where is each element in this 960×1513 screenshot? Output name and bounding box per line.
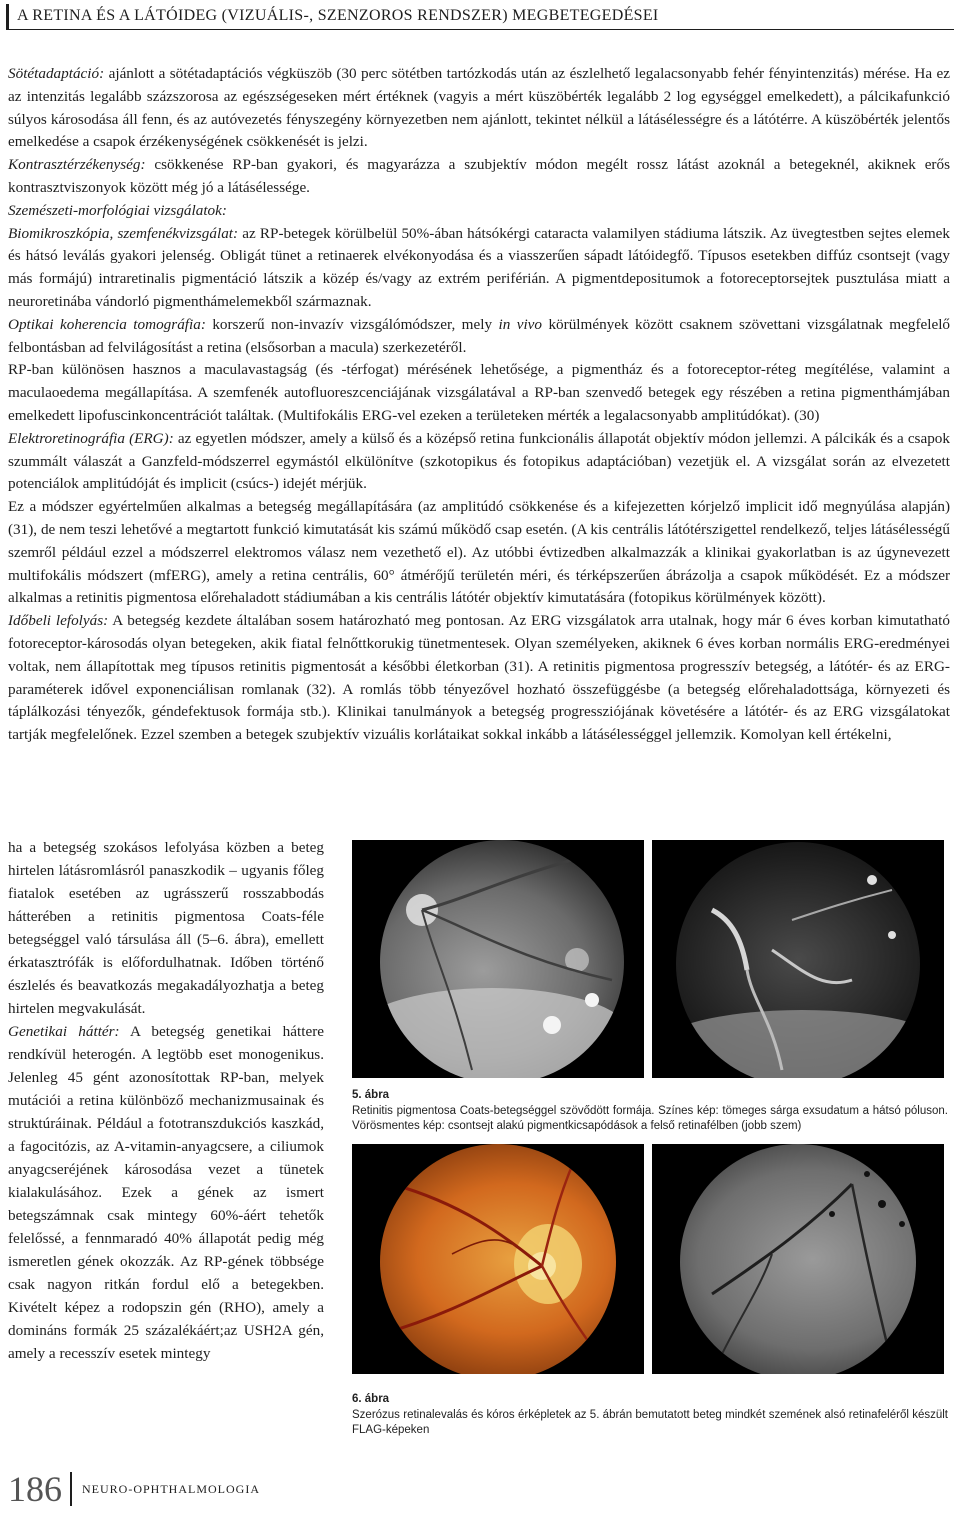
text-oct-a: korszerű non-invazív vizsgálómódszer, mely [205, 315, 499, 333]
text-oct-b: körülmények között csaknem szövettani vizsgálatnak megfelelő felbontásban ad felvilágosítást a retina (elsősorban a macula) szerkezetéről. [8, 315, 951, 356]
text-biomicroscopy: az RP-betegek körülbelül 50%-ában hátsókérgi cataracta valamilyen stádiuma látszik. Az üvegtestben sejtes elemek és hátsó leválás gyakori jelenség. Obligát tünet a retinaerek elvékonyodása és a viasszerűen sápadt látóidegfő. Típusos esetekben diffúz csontsejt (vagy más formájú) intraretinalis pigmentáció látszik a közép és/vagy az extrém periférián. A pigmentdepositumok a fotoreceptorsejtek pusztulása miatt a neuroretinába vándorló pigmenthámelemekből származnak. [8, 224, 950, 310]
figure-6-caption [352, 1392, 948, 1439]
text-in-vivo: in vivo [498, 315, 543, 333]
text-erg: az egyetlen módszer, amely a külső és a középső retina funkcionális állapotát objektív módon jellemzi. A pálcikák és a csapok szummált válaszát a Ganzfeld-módszerrel egymástól elkülönítve (szkotopikus és fotopikus adaptációban) vezetjük el. A vizsgálat során az elvezetett potenciálok amplitúdóját és implicit (csúcs-) idejét mérjük. [8, 429, 950, 493]
figure-5-caption-text: Retinitis pigmentosa Coats-betegséggel szövődött formája. Színes kép: tömeges sárga exsudatum a hátsó póluson. Vörösmentes kép: csontsejt alakú pigmentkicsapódások a felső retinafélben (jobb szem) [352, 1104, 948, 1132]
paragraph-oct [8, 314, 950, 360]
paragraph-course [8, 610, 950, 747]
label-contrast: Kontrasztérzékenység: [8, 156, 146, 174]
paragraph-biomicroscopy [8, 223, 950, 314]
figure-5-caption [352, 1088, 948, 1135]
figure-6-fundus-color [352, 1144, 644, 1374]
page-footer [8, 1468, 260, 1510]
footer-divider [70, 1472, 72, 1506]
figure-6-images [352, 1144, 948, 1374]
main-text [8, 63, 950, 747]
paragraph-macula: RP-ban különösen hasznos a maculavastagság (és -térfogat) mérésének lehetősége, a pigmentház és a fotoreceptor-réteg megítélése, valamint a maculaoedema megállapítása. A szemfenék autofluoreszcenciájának vizsgálatával a RP-ban szenvedő betegek egy részében a retina pigmenthámjában emelkedett lipofuscinkoncentrációt találtak. (Multifokális ERG-vel ezeken a területeken mérték a legalacsonyabb amplitúdókat). (30) [8, 361, 950, 424]
journal-name: NEURO-OPHTHALMOLOGIA [82, 1481, 260, 1496]
label-dark-adaptation: Sötétadaptáció: [8, 65, 105, 82]
label-biomicroscopy: Biomikroszkópia, szemfenékvizsgálat: [8, 224, 239, 242]
figure-6-caption-text: Szerózus retinalevalás és kóros érképletek az 5. ábrán bemutatott beteg mindkét szemének alsó retinafeléről készült FLAG-képeken [352, 1408, 948, 1436]
text-course: A betegség kezdete általában sosem határozható meg pontosan. Az ERG vizsgálatok arra utalnak, hogy már 6 éves korban kimutatható fotoreceptor-károsodás olyan betegeken, akik fiatal felnőttkorukig tünetmentesek. Olyan személyeken, akiknek 6 éves korban normális ERG-eredményei voltak, nem állapítottak meg típusos retinitis pigmentosát a későbbi életkorban (31). A retinitis pigmentosa progresszív betegség, a látótér- és az ERG-paraméterek idővel exponenciálisan romlanak (32). A romlás több tényezővel hozható összefüggésbe (a betegség előrehaladottsága, környezeti és táplálkozási tényezők, géndefektusok formája stb.). Klinikai tanulmányok a betegség progressziójának követésére a látótér- és az ERG vizsgálatokat tartják megfelelőnek. Ezzel szemben a betegek szubjektív vizuális korlátaikat sokkal inkább a látásélességgel jellemzik. Komolyan kell értékelni, [8, 612, 950, 744]
text-genetics: A betegség genetikai háttere rendkívül heterogén. A legtöbb eset monogenikus. Jelenleg 45 gént azonosítottak RP-ban, melyek mutációi a retina különböző mechanizmusainak és struktúráinak. Például a fototranszdukciós kaszkád, a fagocitózis, az A-vitamin-anyagcsere, a ciliumok anyagcseréjének károsodása vezet a tünetek kialakulásához. Ezek a gének az ismert betegszámnak csak mintegy 60%-áért tehetők felelőssé, a fennmaradó 40% állapotát pedig még ismeretlen gének okozzák. Az RP-gének többsége csak nagyon ritkán fordul elő a betegekben. Kivételt képez a rodopszin gén (RHO), amely a domináns formák 25 százalékáért;az USH2A gén, amely a recesszív esetek mintegy [8, 1023, 325, 1362]
left-column [8, 836, 324, 1365]
two-column-section [8, 836, 950, 1448]
section-heading-morphology [8, 200, 950, 223]
paragraph-contrast [8, 154, 950, 200]
text-dark-adaptation: ajánlott a sötétadaptációs végküszöb (30 perc sötétben tartózkodás után az észlelhető legalacsonyabb fehér fényintenzitás) mérése. Ha ez az intenzitás legalább százszorosa az egészségeseken mért értéknek (vagyis a mért küszöbérték legalább 2 log egységgel emelkedett), a pálcikafunkció súlyos károsodása áll fenn, és az autóvezetés fényszegény környezetben nem ajánlott, tekintet nélkül a látásélességre és a látótérre. A küszöbérték jelentős emelkedése a csapok érzékenységének csökkenését is jelzi. [8, 65, 950, 151]
paragraph-genetics [8, 1020, 324, 1365]
figure-5-number: 5. ábra [352, 1089, 390, 1101]
label-oct: Optikai koherencia tomográfia: [8, 315, 206, 333]
figures-column [352, 840, 948, 1448]
figure-5-fundus-left [352, 840, 644, 1078]
label-morphology: Szemészeti-morfológiai vizsgálatok: [8, 201, 227, 219]
paragraph-mferg: Ez a módszer egyértelműen alkalmas a betegség megállapítására (az amplitúdó csökkenése és a kifejezetten kórjelző implicit idő megnyúlása alapján) (31), de nem teszi lehetővé a megtartott funkció kimutatását kis számú működő csap esetén. (A kis centrális látótérszigettel rendelkező, teljes látásélességű szemről például ezzel a módszerrel elektromos válasz nem vezethető el). Az utóbbi évtizedben alkalmazzák a klinikai gyakorlatban is az úgynevezett multifokális módszert (mfERG), amely a retina centrális, 60° átmérőjű területén méri, és térképszerűen ábrázolja a csapok működését. Ez a módszer alkalmas a retinitis pigmentosa előrehaladott stádiumában a kis centrális látótér objektív kimutatására (fotopikus körülmények között). [8, 498, 950, 607]
figure-6-fundus-redfree [652, 1144, 944, 1374]
running-header [6, 4, 954, 30]
paragraph-sudden-loss: ha a betegség szokásos lefolyása közben a beteg hirtelen látásromlásról panaszkodik – ugyanis főleg fiatalok esetében az ugrásszerű rosszabbodás hátterében a retinitis pigmentosa Coats-féle betegséggel való társulása áll (5–6. ábra), emellett érkatasztrófák is előfordulhatnak. Időben történő észlelés és beavatkozás megakadályozhatja a beteg hirtelen megvakulását. [8, 839, 324, 1017]
label-course: Időbeli lefolyás: [8, 612, 109, 630]
page-number: 186 [8, 1469, 62, 1509]
text-contrast: csökkenése RP-ban gyakori, és magyarázza a szubjektív módon megélt rossz látást azoknál a betegeknél, akiknek erős kontrasztviszonyok között még jó a látásélessége. [8, 156, 950, 196]
header-title: A RETINA ÉS A LÁTÓIDEG (VIZUÁLIS-, SZENZOROS RENDSZER) MEGBETEGEDÉSEI [17, 7, 659, 24]
label-erg: Elektroretinográfia (ERG): [8, 429, 174, 447]
paragraph-erg [8, 428, 950, 496]
label-genetics: Genetikai háttér: [8, 1023, 120, 1040]
paragraph-dark-adaptation [8, 63, 950, 154]
figure-6-number: 6. ábra [352, 1393, 390, 1405]
figure-5-fundus-right [652, 840, 944, 1078]
figure-5-images [352, 840, 948, 1078]
